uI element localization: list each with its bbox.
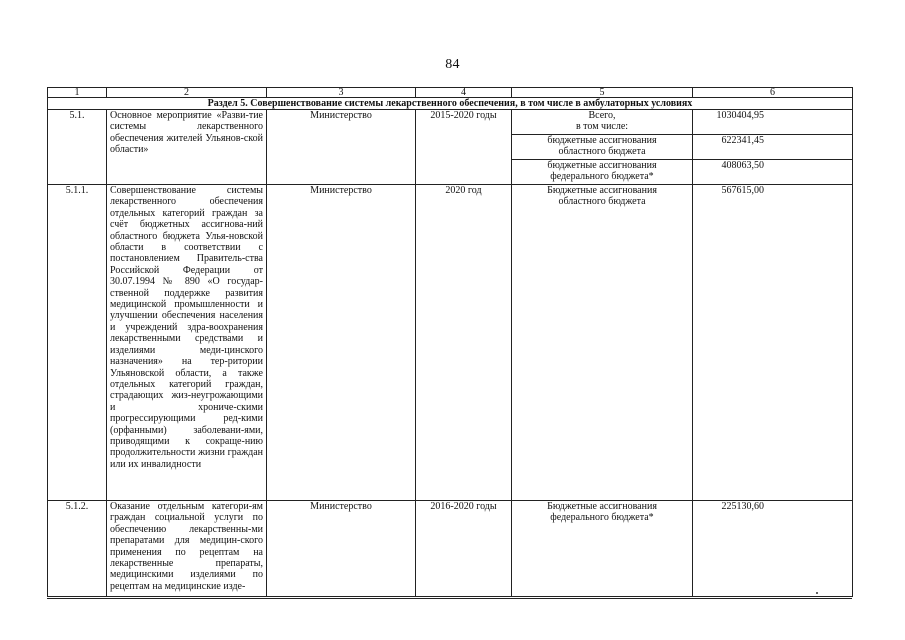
amount: 408063,50 [693,160,853,185]
funding-source-line: Бюджетные ассигнования [547,501,657,512]
funding-source-line: бюджетные ассигнования [547,135,657,146]
amount: 622341,45 [693,135,853,160]
column-header: 3 [267,88,416,98]
funding-source [512,185,693,501]
column-header: 4 [416,88,512,98]
funding-source-line: федерального бюджета* [550,512,654,524]
activity-name: Оказание отдельным категори-ям граждан социальной услуги по обеспечению лекарственны-ми препаратами для медицин-ского применения по рецептам на лекарственные препараты, медицинскими изделиями по рецептам на медицинские изде- [107,501,267,597]
row-number: 5.1. [48,110,107,185]
executor: Министерство [267,185,416,501]
column-header: 1 [48,88,107,98]
row-number: 5.1.2. [48,501,107,597]
section-row [48,98,853,110]
amount: 1030404,95 [693,110,853,135]
page-number: 84 [445,57,460,72]
table-row [48,110,853,135]
table-row [48,185,853,501]
funding-source-line: бюджетные ассигнования [547,160,657,171]
period: 2020 год [416,185,512,501]
funding-source [512,135,693,160]
column-header: 5 [512,88,693,98]
funding-source-line: Всего, [588,110,616,121]
funding-source [512,501,693,597]
budget-table [47,87,853,597]
funding-source-line: областного бюджета [558,146,646,158]
funding-source-line: в том числе: [575,121,629,133]
period: 2015-2020 годы [416,110,512,185]
funding-source-line: Бюджетные ассигнования [547,185,657,196]
funding-source [512,160,693,185]
executor: Министерство [267,501,416,597]
amount: 225130,60 [693,501,853,597]
column-header: 2 [107,88,267,98]
page-bottom-rule [47,598,852,599]
amount: 567615,00 [693,185,853,501]
column-header-row [48,88,853,98]
table-row [48,501,853,597]
period: 2016-2020 годы [416,501,512,597]
activity-name: Совершенствование системы лекарственного обеспечения отдельных категорий граждан за счёт бюджетных ассигнова-ний областного бюджета Улья-новской области в соответствии с постановлением Правитель-ства Российской Федерации от 30.07.1994 № 890 «О государ-ственной поддержке развития медицинской промышленности и улучшении обеспечения населения и учреждений здра-воохранения лекарственными средствами и изделиями меди-цинского назначения» на тер-ритории Ульяновской области, а также отдельных категорий граждан, страдающих жиз-неугрожающими и хрониче-скими прогрессирующими ред-кими (орфанными) заболевани-ями, приводящими к сокраще-нию продолжительности жизни граждан или их инвалидности [107,185,267,501]
row-number: 5.1.1. [48,185,107,501]
scan-speck [816,592,818,594]
executor: Министерство [267,110,416,185]
activity-name: Основное мероприятие «Разви-тие системы лекарственного обеспечения жителей Ульянов-ской области» [107,110,267,185]
section-title: Раздел 5. Совершенствование системы лекарственного обеспечения, в том числе в амбулаторных условиях [48,98,853,110]
funding-source-line: федерального бюджета* [550,171,654,183]
funding-source [512,110,693,135]
funding-source-line: областного бюджета [558,196,646,208]
column-header: 6 [693,88,853,98]
